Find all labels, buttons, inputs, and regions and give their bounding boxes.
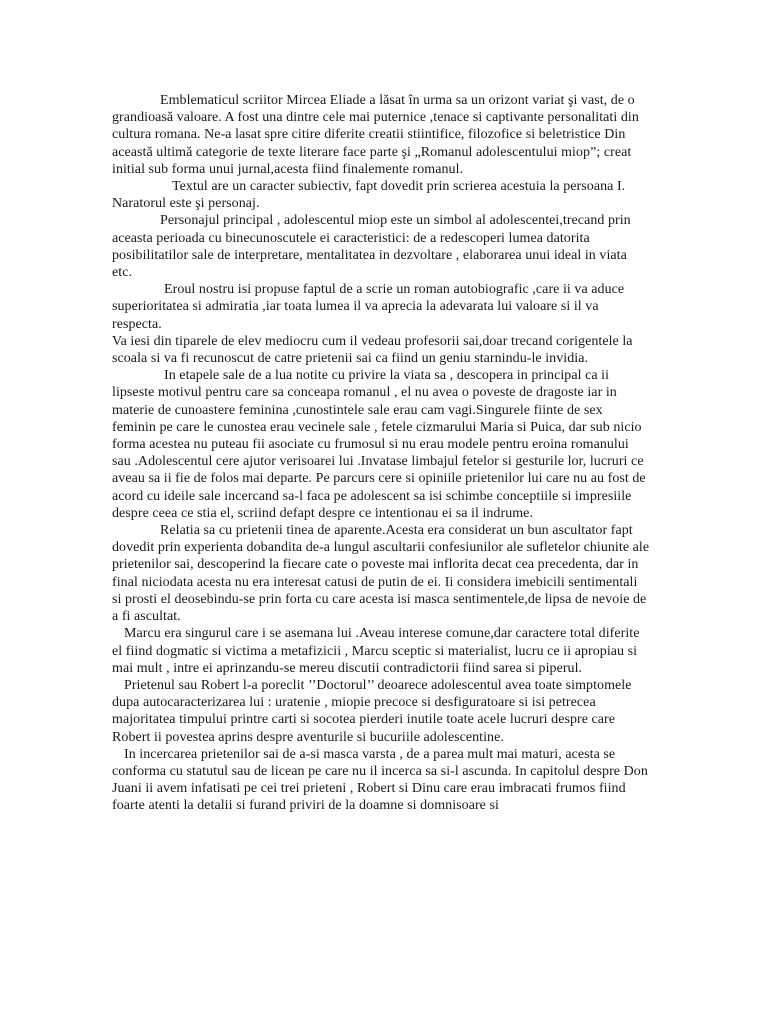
paragraph-marcu: Marcu era singurul care i se asemana lui .Aveau interese comune,dar caractere total diferite el fiind dogmatic si victima a metafizicii , Marcu sceptic si materialist, lucru ce ii apropiau si mai mult , intre ei aprinzandu-se mereu discutii contradictorii fiind sarea si piperul. bbox=[112, 626, 640, 676]
paragraph-mediocre-student: Va iesi din tiparele de elev mediocru cum il vedeau profesorii sai,doar trecand corigentele la scoala si va fi recunoscut de catre prietenii sai ca fiind un geniu starnindu-le invidia. bbox=[112, 333, 633, 367]
paragraph-hero-goal: Eroul nostru isi propuse faptul de a scrie un roman autobiografic ,care ii va aduce superioritatea si admiratia ,iar toata lumea il va aprecia la adevarata lui valoare si il va respecta. bbox=[112, 282, 625, 332]
paragraph-notes: In etapele sale de a lua notite cu privire la viata sa , descopera in principal ca ii lipseste motivul pentru care sa conceapa romanul , el nu avea o poveste de dragoste iar in materie de cunoastere feminina ,cunostintele sale erau cam vagi.Singurele fiinte de sex feminin pe care le cunostea erau vecinele sale , fetele cizmarului Maria si Puica, dar sub nicio forma acestea nu puteau fii asociate cu frumosul si nu erau modele pentru eroina romanului sau .Adolescentul cere ajutor verisoarei lui .Invatase limbajul fetelor si gesturile lor, lucruri ce aveau sa ii fie de folos mai departe. Pe parcurs cere si opiniile prietenilor lui care nu au fost de acord cu ideile sale incercand sa-l faca pe adolescent sa isi schimbe conceptiile si impresiile despre ceea ce stia el, scriind defapt despre ce intentionau ei sa il indrume. bbox=[112, 368, 646, 521]
paragraph-friends-relation: Relatia sa cu prietenii tinea de aparente.Acesta era considerat un bun ascultator fapt dovedit prin experienta dobandita de-a lungul ascultarii confesiunilor ale sufletelor chiunite ale prietenilor sai, descoperind la fiecare cate o poveste mai inflorita decat cea precedenta, dar in final niciodata acesta nu era interesat catusi de putin de ei. Ii considera imebicili sentimentali si prosti el deosebindu-se prin forta cu care acesta isi masca sentimentele,de lipsa de nevoie de a fi ascultat. bbox=[112, 523, 650, 625]
paragraph-don-juani: In incercarea prietenilor sai de a-si masca varsta , de a parea mult mai maturi, acesta se conforma cu statutul sau de licean pe care nu il incerca sa si-l ascunda. In capitolul despre Don Juani ii avem infatisati pe cei trei prieteni , Robert si Dinu care erau imbracati frumos fiind foarte atenti la detalii si furand priviri de la doamne si domnisoare si bbox=[112, 746, 648, 814]
paragraph-intro: Emblematicul scriitor Mircea Eliade a lăsat în urma sa un orizont variat şi vast, de o grandioasă valoare. A fost una dintre cele mai puternice ,tenace si captivante personalitati din cultura romana. Ne-a lasat spre citire diferite creatii stiintifice, filozofice si beletristice Din această ultimă categorie de texte literare face parte şi „Romanul adolescentului miop”; creat initial sub forma unui jurnal,acesta fiind finalemente romanul. bbox=[112, 93, 639, 177]
paragraph-subjective: Textul are un caracter subiectiv, fapt dovedit prin scrierea acestuia la persoana I. Naratorul este şi personaj. bbox=[112, 179, 626, 212]
paragraph-robert: Prietenul sau Robert l-a poreclit ’’Doctorul’’ deoarece adolescentul avea toate simptomele dupa autocaracterizarea lui : uratenie , miopie precoce si desfiguratoare si isi petrecea majoritatea timpului printre carti si socotea pierderi inutile toate acele lucruri despre care Robert ii povestea aprins despre aventurile si bucuriile adolescentine. bbox=[112, 677, 632, 745]
paragraph-main-character: Personajul principal , adolescentul miop este un simbol al adolescentei,trecand prin aceasta perioada cu binecunoscutele ei caracteristici: de a redescoperi lumea datorita posibilitatilor sale de interpretare, mentalitatea in dezvoltare , elaborarea unui ideal in viata etc. bbox=[112, 213, 631, 281]
